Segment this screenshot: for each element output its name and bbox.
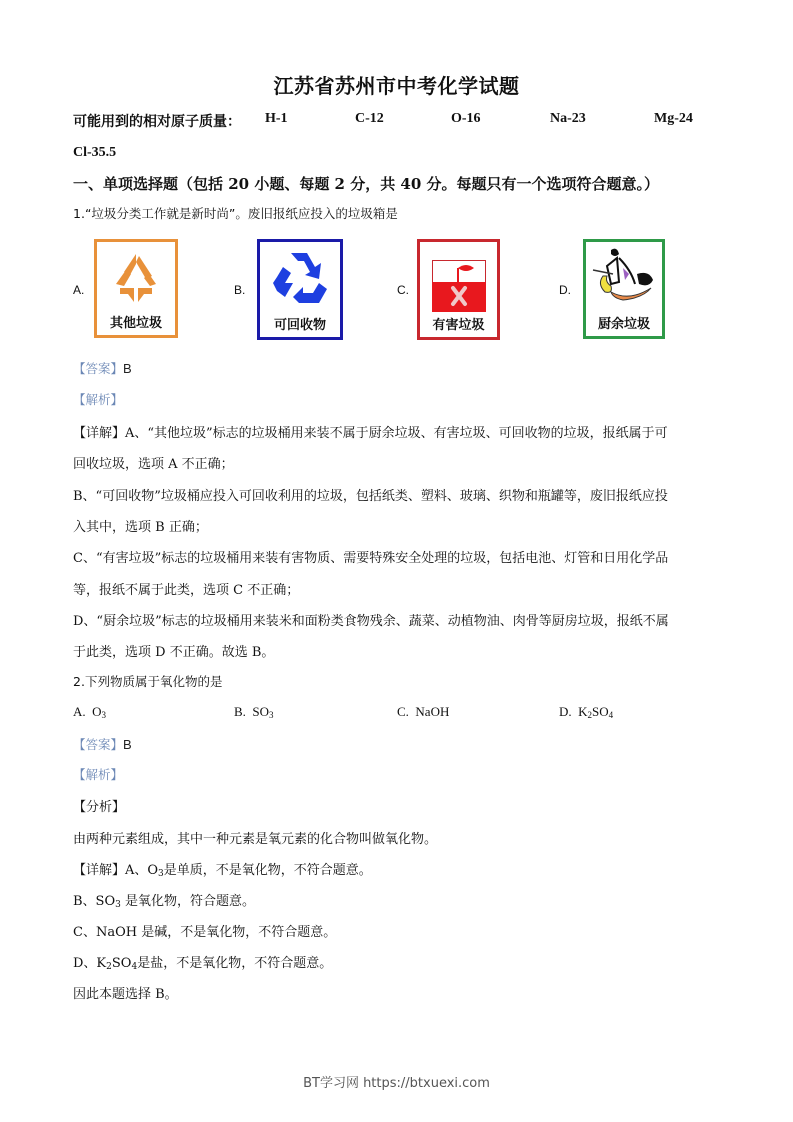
atomic-mass-na: Na-23 [550,111,586,126]
page-title: 江苏省苏州市中考化学试题 [273,74,520,98]
question-2-analysis-tag: 【解析】 [73,767,124,782]
hazardous-waste-icon [432,260,486,312]
explanation-line: B、“可回收物”垃圾桶应投入可回收利用的垃圾，包括纸类、塑料、玻璃、织物和瓶罐等，废旧报纸应投 [73,489,668,504]
atomic-mass-mg: Mg-24 [654,111,693,126]
option-a-label: 其他垃圾 [109,316,162,331]
option-d[interactable]: D. $K_2SO_4$ [559,704,614,720]
question-text: 下列物质属于氧化物的是 [84,674,223,689]
explanation-line: 入其中，选项 B 正确； [73,520,208,535]
atomic-mass-label: 可能用到的相对原子质量： [73,115,241,130]
question-1-analysis-tag: 【解析】 [73,392,124,407]
option-b[interactable]: B. $SO_3$ [234,704,274,720]
explanation-line: 等，报纸不属于此类，选项 C 不正确； [73,583,300,598]
option-a-letter: A. [73,283,85,297]
explanation-line-d: D、$K_2SO_4$是盐，不是氧化物，不符合题意。 [73,956,333,972]
explanation-line: 【详解】A、“其他垃圾”标志的垃圾桶用来装不属于厨余垃圾、有害垃圾、可回收物的垃圾，报纸属于可 [73,426,668,441]
option-d-label: 厨余垃圾 [597,317,650,332]
atomic-mass-o: O-16 [451,111,481,126]
option-b-bin[interactable] [257,239,343,340]
question-number: 2. [73,674,85,689]
explanation-line: C、“有害垃圾”标志的垃圾桶用来装有害物质、需要特殊安全处理的垃圾，包括电池、灯管和日用化学品 [73,551,669,566]
option-c-label: 有害垃圾 [432,318,485,333]
explanation-line-b: B、$SO_3$ 是氧化物，符合题意。 [73,894,256,910]
conclusion-line: 因此本题选择 B。 [73,987,178,1002]
explanation-line-a: 【详解】A、$O_3$是单质，不是氧化物，不符合题意。 [73,863,372,879]
question-1-stem [73,204,398,222]
option-d-letter: D. [559,283,571,297]
option-a[interactable]: A. $O_3$ [73,704,107,720]
recyclable-icon [269,247,331,309]
atomic-mass-h: H-1 [265,111,288,126]
explanation-line: D、“厨余垃圾”标志的垃圾桶用来装米和面粉类食物残余、蔬菜、动植物油、肉骨等厨房垃圾，报纸不属 [73,614,669,629]
answer-value: B [123,737,132,752]
question-2-answer [73,735,132,753]
fenxi-tag: 【分析】 [73,800,126,815]
fenxi-text: 由两种元素组成，其中一种元素是氧元素的化合物叫做氧化物。 [73,832,438,847]
explanation-line-c: C、NaOH 是碱，不是氧化物，不符合题意。 [73,925,337,940]
kitchen-waste-icon [589,244,659,310]
question-2-stem [73,672,222,690]
answer-tag: 【答案】 [73,737,124,752]
option-b-label: 可回收物 [273,318,326,333]
section-heading: 一、单项选择题（包括 20 小题、每题 2 分，共 40 分。每题只有一个选项符合题意。） [73,175,660,193]
answer-value: B [123,361,132,376]
question-text: “垃圾分类工作就是新时尚”。废旧报纸应投入的垃圾箱是 [84,206,398,221]
option-c-bin[interactable] [417,239,500,340]
question-number: 1. [73,206,85,221]
option-c-letter: C. [397,283,409,297]
question-1-answer [73,359,132,377]
option-a-bin[interactable] [94,239,178,338]
option-d-bin[interactable] [583,239,665,339]
explanation-line: 于此类，选项 D 不正确。故选 B。 [73,645,275,660]
atomic-mass-c: C-12 [355,111,384,126]
footer-watermark: BT学习网 https://btxuexi.com [303,1076,490,1091]
explanation-line: 回收垃圾，选项 A 不正确； [73,457,234,472]
atomic-mass-cl: Cl-35.5 [73,145,117,160]
option-b-letter: B. [234,283,246,297]
option-c[interactable]: C. NaOH [397,704,450,719]
other-waste-icon [106,248,166,308]
answer-tag: 【答案】 [73,361,124,376]
